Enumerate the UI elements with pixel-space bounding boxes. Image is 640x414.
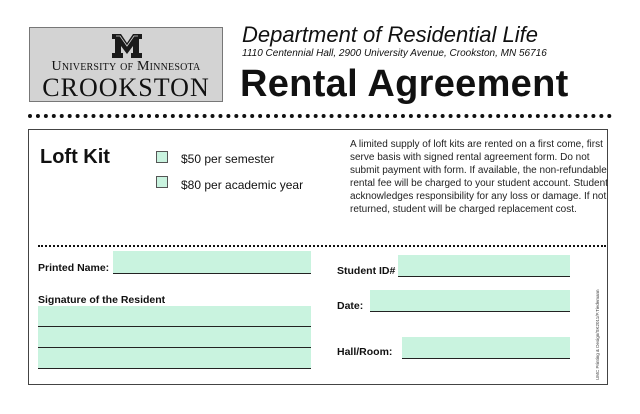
block-m-icon: [112, 34, 142, 58]
print-credit: [595, 262, 605, 380]
top-dotted-divider: [28, 114, 612, 118]
signature-line-1: [38, 326, 311, 327]
signature-line-2: [38, 347, 311, 348]
semester-option-label: $50 per semester: [181, 152, 275, 166]
department-name: Department of Residential Life: [242, 22, 538, 47]
signature-field[interactable]: [38, 306, 311, 369]
academic-year-checkbox[interactable]: [156, 176, 168, 188]
logo-campus-name: CROOKSTON: [42, 73, 210, 102]
printed-name-label: Printed Name:: [38, 262, 110, 274]
page-title: Rental Agreement: [240, 63, 569, 105]
academic-year-option-label: $80 per academic year: [181, 178, 304, 192]
department-address: 1110 Centennial Hall, 2900 University Avenue, Crookston, MN 56716: [242, 48, 547, 59]
date-field[interactable]: [370, 290, 570, 312]
signature-line-3: [38, 368, 311, 369]
date-label: Date:: [337, 300, 364, 312]
hall-room-label: Hall/Room:: [337, 346, 393, 358]
signature-label: Signature of the Resident: [38, 294, 166, 306]
middle-dotted-divider: [38, 245, 606, 247]
print-credit-text: UMC Printing & Design/SK2011/P.Tiedemann: [595, 289, 600, 380]
logo-university-line: University of Minnesota: [51, 59, 201, 74]
semester-checkbox[interactable]: [156, 151, 168, 163]
student-id-field[interactable]: [398, 255, 570, 277]
student-id-label: Student ID#: [337, 265, 396, 277]
printed-name-field[interactable]: [113, 251, 311, 274]
rental-policy-text: A limited supply of loft kits are rented on a first come, first serve basis with signed rental agreement form. Do not submit payment with form. If available, the non-refundable rental fee will be charged to your student account. Student acknowledges responsibility for any loss or damage. If not returned, student will be charged replacement cost.: [350, 139, 608, 216]
university-logo: [29, 27, 223, 102]
loft-kit-heading: Loft Kit: [40, 146, 110, 168]
hall-room-field[interactable]: [402, 337, 570, 359]
